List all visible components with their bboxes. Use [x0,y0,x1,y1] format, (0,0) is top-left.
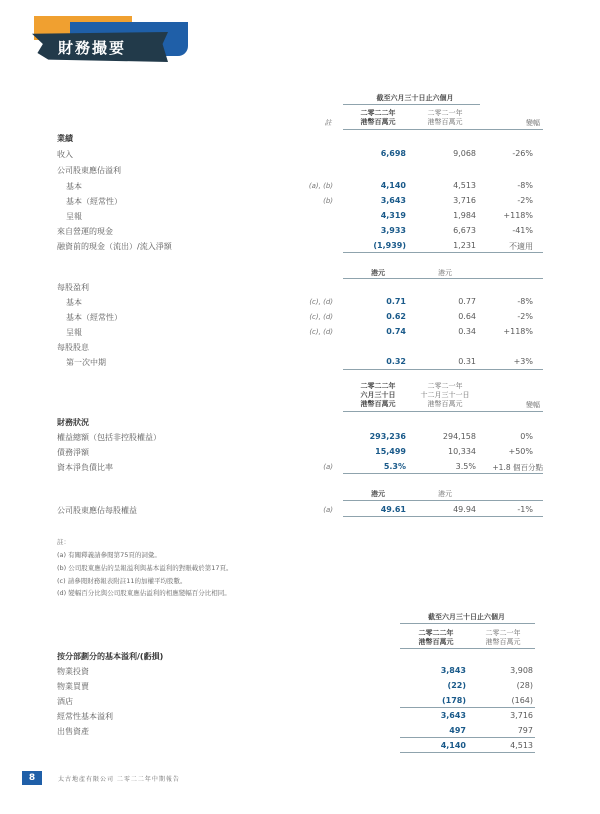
value-2022: 3,643 [440,711,466,720]
value-2021: (28) [516,681,533,690]
section-title-results: 業績 [57,134,73,143]
page-number: 8 [22,771,42,785]
segment-col-2022-unit: 港幣百萬元 [418,638,454,646]
value-2022: (1,939) [373,241,406,250]
section-title-segment: 按分部劃分的基本溢利/(虧損) [57,652,164,661]
row-label: 呈報 [66,212,82,221]
value-2022: 15,499 [375,447,406,456]
row-label: 來自營運的現金 [57,227,113,236]
footnote-c: (c) 請參閱財務報表附註11的加權平均股數。 [57,577,187,585]
value-2021: 294,158 [442,432,476,441]
value-2021: 3,908 [510,666,533,675]
value-change: +118% [503,327,533,336]
section-title-financial-position: 財務狀況 [57,418,89,427]
row-label: 公司股東應佔每股權益 [57,506,137,515]
value-2022: 0.71 [386,297,406,306]
value-2021: 0.31 [458,357,476,366]
row-note: (a) [323,506,333,514]
value-2021: 49.94 [453,505,476,514]
row-label: 物業買賣 [57,682,89,691]
col-2021-unit: 港幣百萬元 [427,118,463,126]
value-change: -26% [512,149,533,158]
footer-text: 太古地產有限公司 二零二二年中期報告 [58,776,180,783]
value-2021: 10,334 [448,447,476,456]
value-change: 0% [520,432,533,441]
row-label: 呈報 [66,328,82,337]
footnote-b: (b) 公司股東應佔的呈報溢利與基本溢利的對賬載於第17頁。 [57,564,233,572]
value-2021: 9,068 [453,149,476,158]
value-change: -1% [517,505,533,514]
value-2021: 6,673 [453,226,476,235]
col-2022-date: 六月三十日 [360,391,396,399]
col-2021-year: 二零二一年 [427,382,463,390]
value-2021: 0.34 [458,327,476,336]
row-note: (c), (d) [309,298,333,306]
value-2022: 293,236 [369,432,406,441]
row-note: (a) [323,463,333,471]
col-2022-year: 二零二二年 [360,109,396,117]
period-header: 截至六月三十日止六個月 [376,94,454,102]
col-2021-unit: 港元 [438,490,452,498]
value-2022: 6,698 [380,149,406,158]
value-2021: 3,716 [453,196,476,205]
value-2022: 0.74 [386,327,406,336]
value-change: -41% [512,226,533,235]
row-label: 每股盈利 [57,283,89,292]
row-label: 經常性基本溢利 [57,712,113,721]
value-change: +3% [513,357,533,366]
value-2022: 49.61 [380,505,406,514]
value-2022: 3,843 [440,666,466,675]
value-2022: 4,319 [380,211,406,220]
col-2021-unit: 港元 [438,269,452,277]
row-label: 債務淨額 [57,448,89,457]
value-change: -2% [517,196,533,205]
row-label: 物業投資 [57,667,89,676]
col-2022-unit: 港元 [371,490,385,498]
row-label: 出售資產 [57,727,89,736]
header-bottom-line [343,411,543,412]
row-label: 收入 [57,150,73,159]
row-label: 酒店 [57,697,73,706]
value-change: -2% [517,312,533,321]
header-bottom-line [343,500,543,501]
segment-header-divider [400,623,535,624]
table3-bottom-line [343,473,543,474]
value-2022: 3,933 [380,226,406,235]
footnote-a: (a) 有關釋義請參閱第75頁的詞彙。 [57,551,161,559]
segment-col-2022-year: 二零二二年 [418,629,454,637]
segment-col-2021-year: 二零二一年 [485,629,521,637]
value-2021: 1,984 [453,211,476,220]
row-label: 基本 [66,182,82,191]
row-note: (b) [323,197,333,205]
footnote-d: (d) 變幅百分比與公司股東應佔溢利的相應變幅百分比相同。 [57,589,231,597]
row-label: 基本（經常性） [66,197,122,206]
col-change-header: 變幅 [526,119,540,127]
value-2021: 0.77 [458,297,476,306]
row-label: 基本 [66,298,82,307]
table1-bottom-line [343,252,543,253]
footnotes-title: 註： [57,538,70,546]
segment-bottom-line [400,752,535,753]
value-2022: (22) [447,681,466,690]
row-label: 資本淨負債比率 [57,463,113,472]
segment-col-2021-unit: 港幣百萬元 [485,638,521,646]
col-2021-date: 十二月三十一日 [420,391,470,399]
table2-bottom-line [343,369,543,370]
row-label: 每股股息 [57,343,89,352]
value-2021: 0.64 [458,312,476,321]
value-2021: 1,231 [453,241,476,250]
value-2021: (164) [511,696,533,705]
col-note-header: 註 [324,119,332,127]
header-bottom-line [343,129,543,130]
row-note: (c), (d) [309,313,333,321]
col-2022-unit: 港元 [371,269,385,277]
row-label: 第一次中期 [66,358,106,367]
value-2021: 3.5% [455,462,476,471]
page-title: 財務撮要 [58,39,127,57]
value-2021: 4,513 [453,181,476,190]
value-2022: 0.32 [386,357,406,366]
row-label: 融資前的現金（流出）/流入淨額 [57,242,172,251]
col-2022-unit: 港幣百萬元 [360,118,396,126]
value-2022: 497 [449,726,466,735]
value-change: +118% [503,211,533,220]
col-2021-unit: 港幣百萬元 [427,400,463,408]
value-2022: (178) [441,696,466,705]
segment-header-bottom-line [400,648,535,649]
value-2022: 3,643 [380,196,406,205]
segment-total-line [400,737,535,738]
table4-bottom-line [343,516,543,517]
col-2022-year: 二零二二年 [360,382,396,390]
segment-subtotal-line [400,707,535,708]
value-2021: 4,513 [510,741,533,750]
header-bottom-line [343,278,543,279]
value-change: 不適用 [509,242,533,251]
value-2022: 4,140 [380,181,406,190]
value-2022: 0.62 [386,312,406,321]
col-change-header: 變幅 [526,401,540,409]
value-change: +1.8 個百分點 [492,463,543,472]
row-label: 基本（經常性） [66,313,122,322]
row-label: 權益總額（包括非控股權益） [57,433,161,442]
value-change: +50% [508,447,533,456]
value-change: -8% [517,297,533,306]
row-note: (a), (b) [308,182,333,190]
col-2021-year: 二零二一年 [427,109,463,117]
row-label: 公司股東應佔溢利 [57,166,121,175]
value-change: -8% [517,181,533,190]
value-2022: 5.3% [383,462,406,471]
value-2022: 4,140 [440,741,466,750]
value-2021: 797 [517,726,533,735]
segment-period-header: 截至六月三十日止六個月 [428,613,505,621]
col-2022-unit: 港幣百萬元 [360,400,396,408]
value-2021: 3,716 [510,711,533,720]
row-note: (c), (d) [309,328,333,336]
header-divider [343,104,480,105]
